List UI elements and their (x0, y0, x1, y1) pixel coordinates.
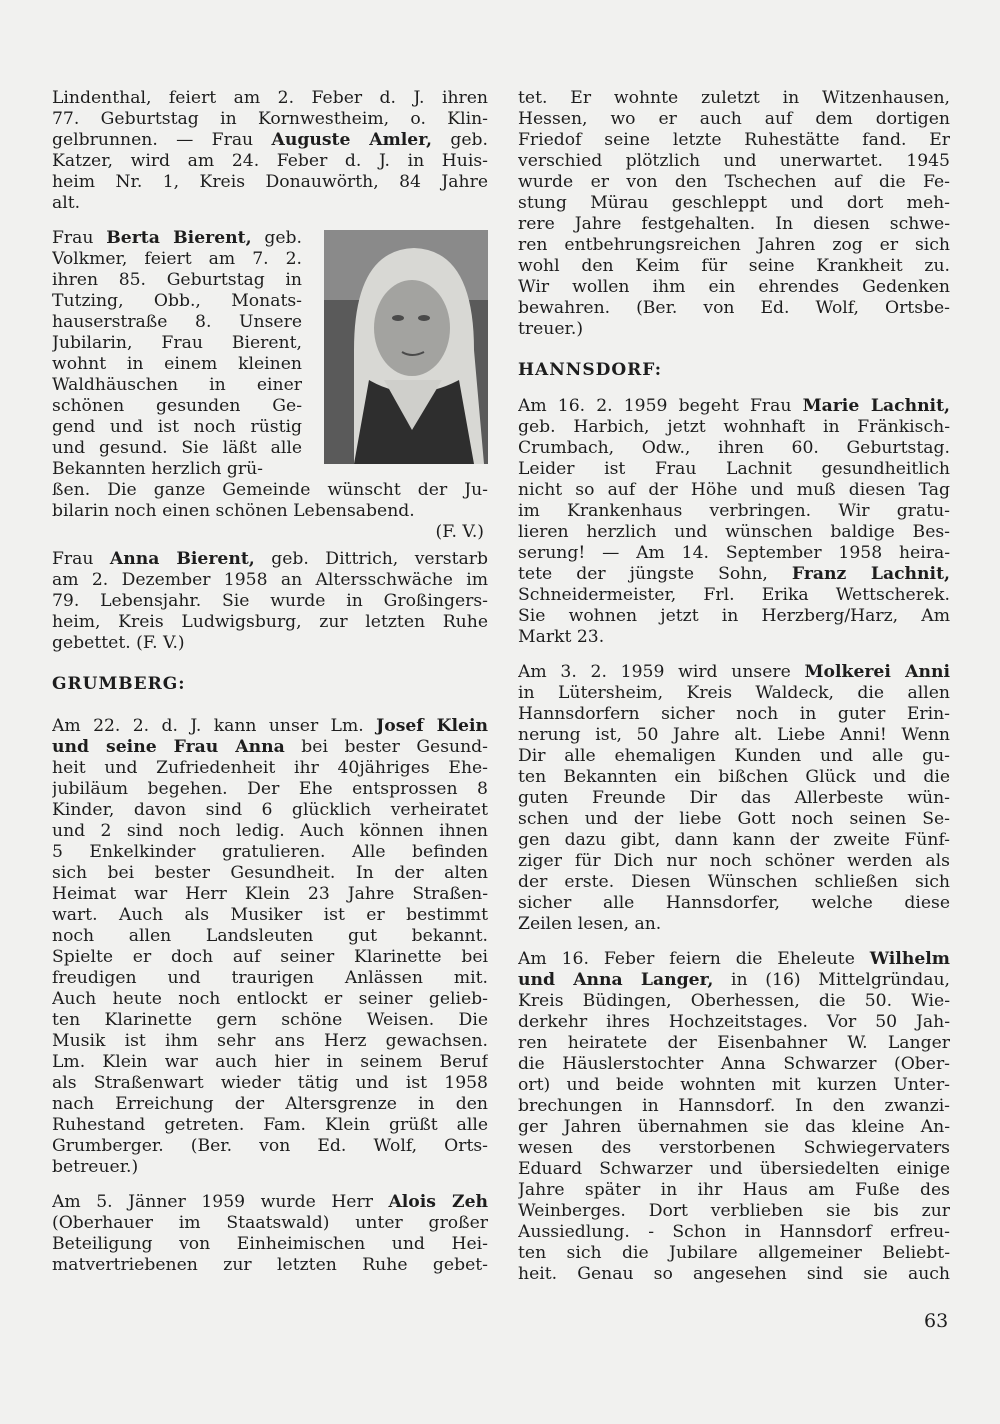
text-line: gen dazu gibt, dann kann der zweite Fünf- (518, 830, 950, 850)
text-line: Hessen, wo er auch auf dem dortigen (518, 109, 950, 129)
text-line: nach Erreichung der Altersgrenze in den (52, 1094, 488, 1114)
text-fragment: Am 16. Feber feiern die Eheleute (518, 949, 870, 969)
text-line: Bekannten herzlich grü- (52, 459, 263, 479)
text-line (52, 1192, 488, 1213)
text-line: 5 Enkelkinder gratulieren. Alle befinden (52, 842, 488, 862)
text-fragment: geb. (251, 228, 302, 248)
right-column (518, 88, 950, 1299)
bold-name: Marie Lachnit, (802, 396, 950, 416)
text-line: jubiläum begehen. Der Ehe entsprossen 8 (52, 779, 488, 799)
text-line: Hannsdorfern sicher noch in guter Erin- (518, 704, 950, 724)
text-line: die Häuslerstochter Anna Schwarzer (Ober- (518, 1054, 950, 1074)
text-line: brechungen in Hannsdorf. In den zwanzi- (518, 1096, 950, 1116)
text-line: Heimat war Herr Klein 23 Jahre Straßen- (52, 884, 488, 904)
portrait-photo (324, 230, 488, 464)
text-line: in Lütersheim, Kreis Waldeck, die allen (518, 683, 950, 703)
article-josef-klein (52, 716, 488, 1178)
text-line: 79. Lebensjahr. Sie wurde in Großingers- (52, 591, 488, 611)
text-line: im Krankenhaus verbringen. Wir gratu- (518, 501, 950, 521)
bierent-text (52, 228, 302, 480)
text-fragment: geb. (432, 130, 488, 150)
text-line: wohnt in einem kleinen (52, 354, 302, 374)
text-line: der erste. Diesen Wünschen schließen sich (518, 872, 950, 892)
text-line: sich bei bester Gesundheit. In der alten (52, 863, 488, 883)
text-line: gebettet. (F. V.) (52, 633, 185, 653)
article-zeh-continued (518, 88, 950, 340)
text-fragment: in (16) Mittelgründau, (713, 970, 950, 990)
text-line: Kreis Büdingen, Oberhessen, die 50. Wie- (518, 991, 950, 1011)
text-line: Friedof seine letzte Ruhestätte fand. Er (518, 130, 950, 150)
text-line: Musik ist ihm sehr ans Herz gewachsen. (52, 1031, 488, 1051)
text-line: ziger für Dich nur noch schöner werden als (518, 851, 950, 871)
text-line (52, 549, 488, 570)
text-line: treuer.) (518, 319, 584, 339)
text-line: Zeilen lesen, an. (518, 914, 662, 934)
text-line (52, 130, 488, 151)
text-line: matvertriebenen zur letzten Ruhe gebet- (52, 1255, 488, 1275)
text-line: ihren 85. Geburtstag in (52, 270, 302, 290)
text-line: wohl den Keim für seine Krankheit zu. (518, 256, 950, 276)
heading-grumberg: GRUMBERG: (52, 674, 186, 694)
text-line: sicher alle Hannsdorfer, welche diese (518, 893, 950, 913)
bold-name: Auguste Amler, (271, 130, 433, 150)
text-line: heit. Genau so angesehen sind sie auch (518, 1264, 950, 1284)
text-line: wart. Auch als Musiker ist er bestimmt (52, 905, 488, 925)
text-line: Jubilarin, Frau Bierent, (52, 333, 302, 353)
text-fragment: geb. Dittrich, verstarb (254, 549, 488, 569)
bold-name: Franz Lachnit, (791, 564, 950, 584)
text-line (52, 716, 488, 737)
text-line: tet. Er wohnte zuletzt in Witzenhausen, (518, 88, 950, 108)
text-line: derkehr ihres Hochzeitstages. Vor 50 Jah- (518, 1012, 950, 1032)
page-number: 63 (924, 1310, 949, 1332)
heading-hannsdorf: HANNSDORF: (518, 360, 663, 380)
text-line: betreuer.) (52, 1157, 139, 1177)
bold-name: Berta Bierent, (106, 228, 252, 248)
text-line (518, 396, 950, 417)
text-fragment: Frau (52, 228, 107, 248)
bold-name: Alois Zeh (388, 1192, 488, 1212)
text-line: bewahren. (Ber. von Ed. Wolf, Ortsbe- (518, 298, 950, 318)
bold-name: Molkerei Anni (804, 662, 950, 682)
text-line: (Oberhauer im Staatswald) unter großer (52, 1213, 488, 1233)
text-line: Weinberges. Dort verblieben sie bis zur (518, 1201, 950, 1221)
text-line: Waldhäuschen in einer (52, 375, 302, 395)
text-line (518, 949, 950, 970)
bierent-signature: (F. V.) (435, 522, 484, 542)
text-line: hauserstraße 8. Unsere (52, 312, 302, 332)
text-line: ort) und beide wohnten mit kurzen Unter- (518, 1075, 950, 1095)
article-marie-lachnit (518, 396, 950, 648)
text-line: Lm. Klein war auch hier in seinem Beruf (52, 1052, 488, 1072)
text-line: serung! — Am 14. September 1958 heira- (518, 543, 950, 563)
text-line: Grumberger. (Ber. von Ed. Wolf, Orts- (52, 1136, 488, 1156)
text-line: rere Jahre festgehalten. In diesen schwe- (518, 214, 950, 234)
text-line: wurde er von den Tschechen auf die Fe- (518, 172, 950, 192)
text-line: schönen gesunden Ge- (52, 396, 302, 416)
article-alois-zeh (52, 1192, 488, 1276)
bold-name: und seine Frau Anna (52, 737, 285, 757)
text-line: Beteiligung von Einheimischen und Hei- (52, 1234, 488, 1254)
article-molkerei-anni (518, 662, 950, 935)
bold-name: Wilhelm (869, 949, 950, 969)
text-line: ren entbehrungsreichen Jahren zog er sich (518, 235, 950, 255)
text-line: guten Freunde Dir das Allerbeste wün- (518, 788, 950, 808)
bold-name: Josef Klein (376, 716, 488, 736)
text-line: ren heiratete der Eisenbahner W. Langer (518, 1033, 950, 1053)
text-line: Spielte er doch auf seiner Klarinette bei (52, 947, 488, 967)
text-line: heit und Zufriedenheit ihr 40jähriges Ehe- (52, 758, 488, 778)
bierent-rest-1: bilarin noch einen schönen Lebensabend. (52, 501, 415, 521)
bierent-rest-0: ßen. Die ganze Gemeinde wünscht der Ju- (52, 480, 488, 500)
text-line (518, 970, 950, 991)
text-fragment: Am 3. 2. 1959 wird unsere (518, 662, 805, 682)
text-line (52, 737, 488, 758)
text-line: Jahre später in ihr Haus am Fuße des (518, 1180, 950, 1200)
bold-name: Anna Bierent, (109, 549, 255, 569)
text-line: Schneidermeister, Frl. Erika Wettscherek. (518, 585, 950, 605)
text-line: heim, Kreis Ludwigsburg, zur letzten Ruhe (52, 612, 488, 632)
text-line: noch allen Landsleuten gut bekannt. (52, 926, 488, 946)
text-line: schen und der liebe Gott noch seinen Se- (518, 809, 950, 829)
text-line: freudigen und traurigen Anlässen mit. (52, 968, 488, 988)
text-line: Volkmer, feiert am 7. 2. (52, 249, 302, 269)
text-line: alt. (52, 193, 81, 213)
text-line: Sie wohnen jetzt in Herzberg/Harz, Am (518, 606, 950, 626)
text-line: als Straßenwart wieder tätig und ist 1958 (52, 1073, 488, 1093)
text-line: heim Nr. 1, Kreis Donauwörth, 84 Jahre (52, 172, 488, 192)
left-column (52, 88, 488, 1290)
text-line: Lindenthal, feiert am 2. Feber d. J. ihren (52, 88, 488, 108)
article-langer (518, 949, 950, 1285)
text-line (52, 228, 302, 249)
text-line: Auch heute noch entlockt er seiner gelieb- (52, 989, 488, 1009)
text-line: Eduard Schwarzer und übersiedelten einige (518, 1159, 950, 1179)
text-line: ger Jahren übernahmen sie das kleine An- (518, 1117, 950, 1137)
text-fragment: gelbrunnen. — Frau (52, 130, 272, 150)
text-line: Kinder, davon sind 6 glücklich verheiratet (52, 800, 488, 820)
text-line: verschied plötzlich und unerwartet. 1945 (518, 151, 950, 171)
text-line: stung Mürau geschleppt und dort meh- (518, 193, 950, 213)
text-fragment: Am 16. 2. 1959 begeht Frau (518, 396, 803, 416)
article-anna-bierent (52, 549, 488, 654)
bierent-continuation (52, 480, 488, 543)
text-line: ten sich die Jubilare allgemeiner Beliebt- (518, 1243, 950, 1263)
text-line: nicht so auf der Höhe und muß diesen Tag (518, 480, 950, 500)
text-line: ten Klarinette gern schöne Weisen. Die (52, 1010, 488, 1030)
text-line: ten Bekannten ein bißchen Glück und die (518, 767, 950, 787)
text-line: Markt 23. (518, 627, 605, 647)
text-line: Tutzing, Obb., Monats- (52, 291, 302, 311)
text-line: Wir wollen ihm ein ehrendes Gedenken (518, 277, 950, 297)
text-line: Aussiedlung. - Schon in Hannsdorf erfreu- (518, 1222, 950, 1242)
bold-name: und Anna Langer, (518, 970, 714, 990)
text-line: 77. Geburtstag in Kornwestheim, o. Klin- (52, 109, 488, 129)
text-line: am 2. Dezember 1958 an Altersschwäche im (52, 570, 488, 590)
text-line (518, 564, 950, 585)
text-fragment: Frau (52, 549, 110, 569)
text-fragment: Am 5. Jänner 1959 wurde Herr (52, 1192, 389, 1212)
article-berta-bierent (52, 228, 488, 480)
text-fragment: Am 22. 2. d. J. kann unser Lm. (52, 716, 377, 736)
text-line: Ruhestand getreten. Fam. Klein grüßt alle (52, 1115, 488, 1135)
text-line: Leider ist Frau Lachnit gesundheitlich (518, 459, 950, 479)
text-line: gend und ist noch rüstig (52, 417, 302, 437)
text-line (518, 662, 950, 683)
text-fragment: bei bester Gesund- (284, 737, 488, 757)
text-line: Katzer, wird am 24. Feber d. J. in Huis- (52, 151, 488, 171)
text-line: geb. Harbich, jetzt wohnhaft in Fränkisch- (518, 417, 950, 437)
text-line: und gesund. Sie läßt alle (52, 438, 302, 458)
text-line: nerung ist, 50 Jahre alt. Liebe Anni! Wenn (518, 725, 950, 745)
text-line: Dir alle ehemaligen Kunden und alle gu- (518, 746, 950, 766)
text-line: wesen des verstorbenen Schwiegervaters (518, 1138, 950, 1158)
text-line: lieren herzlich und wünschen baldige Bes- (518, 522, 950, 542)
text-line: Crumbach, Odw., ihren 60. Geburtstag. (518, 438, 950, 458)
text-fragment: tete der jüngste Sohn, (518, 564, 792, 584)
article-amler (52, 88, 488, 214)
text-line: und 2 sind noch ledig. Auch können ihnen (52, 821, 488, 841)
